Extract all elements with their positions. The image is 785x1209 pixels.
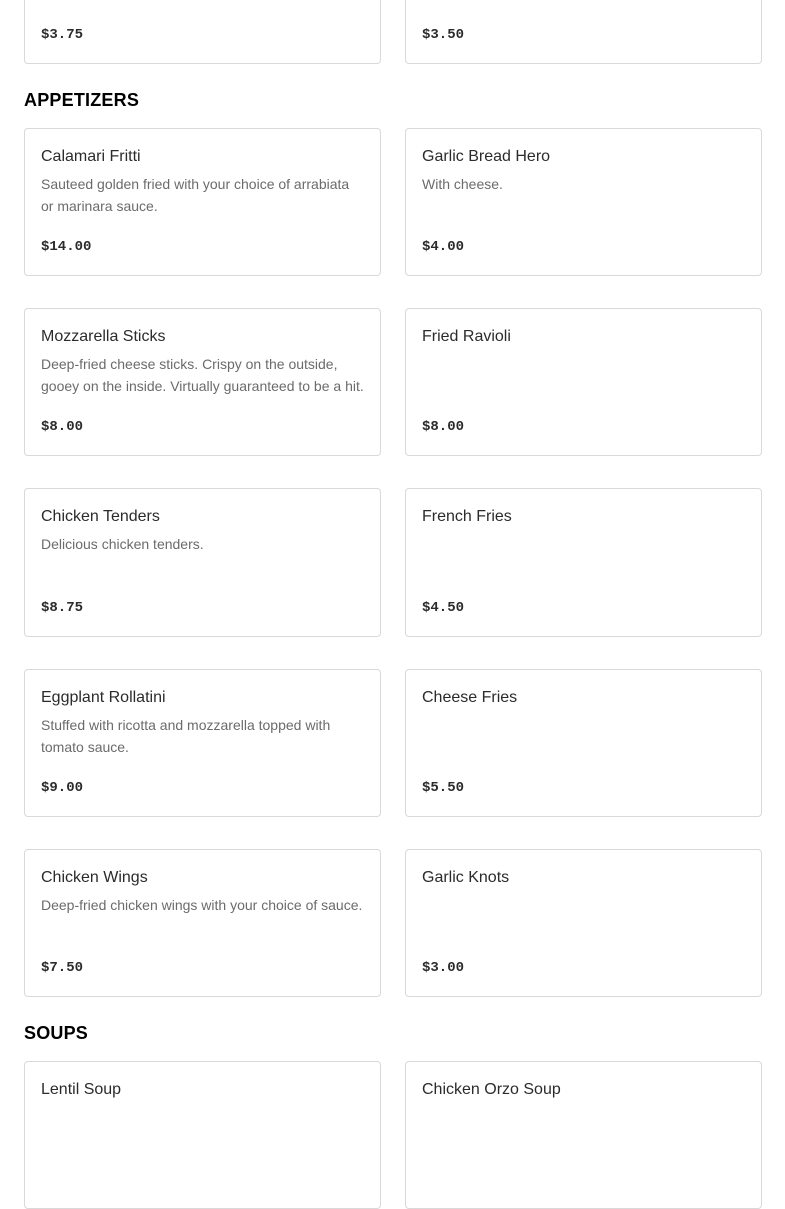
menu-item-card[interactable] — [24, 308, 381, 456]
item-price: $3.75 — [41, 27, 84, 43]
item-description: Stuffed with ricotta and mozzarella topped with tomato sauce. — [41, 717, 331, 755]
item-name: Eggplant Rollatini — [41, 689, 166, 706]
item-name: Garlic Knots — [422, 869, 510, 886]
item-name: Chicken Tenders — [41, 508, 160, 525]
item-name: Cheese Fries — [422, 689, 518, 706]
menu-item-card[interactable] — [405, 488, 762, 637]
item-price: $8.00 — [41, 419, 84, 435]
menu-item-card[interactable] — [24, 669, 381, 817]
menu-item-card[interactable] — [405, 669, 762, 817]
item-price: $3.50 — [422, 27, 465, 43]
item-description: Deep-fried chicken wings with your choice of sauce. — [41, 897, 363, 913]
menu-item-card[interactable] — [405, 849, 762, 997]
item-price: $4.50 — [422, 600, 465, 616]
item-description: With cheese. — [422, 176, 503, 192]
item-price: $8.75 — [41, 600, 84, 616]
menu-item-card[interactable] — [24, 1061, 381, 1209]
item-price: $9.00 — [41, 780, 84, 796]
menu-item-card[interactable] — [405, 308, 762, 456]
item-name: Chicken Orzo Soup — [422, 1081, 561, 1098]
item-description: Sauteed golden fried with your choice of arrabiata or marinara sauce. — [41, 176, 350, 214]
item-name: Fried Ravioli — [422, 328, 511, 345]
menu-item-card[interactable] — [24, 0, 381, 64]
menu-item-card[interactable] — [24, 128, 381, 276]
menu-item-card[interactable] — [24, 488, 381, 637]
section-title-soups: SOUPS — [24, 1023, 89, 1043]
menu-item-card[interactable] — [24, 849, 381, 997]
item-price: $7.50 — [41, 960, 84, 976]
item-name: Chicken Wings — [41, 869, 148, 886]
item-price: $8.00 — [422, 419, 465, 435]
item-price: $5.50 — [422, 780, 465, 796]
item-name: Garlic Bread Hero — [422, 148, 551, 165]
menu-item-card[interactable] — [405, 1061, 762, 1209]
item-price: $14.00 — [41, 239, 92, 255]
item-name: French Fries — [422, 508, 512, 525]
item-description: Deep-fried cheese sticks. Crispy on the outside, gooey on the inside. Virtually guaranteed to be a hit. — [41, 356, 364, 394]
item-name: Lentil Soup — [41, 1081, 122, 1098]
menu-item-card[interactable] — [405, 0, 762, 64]
item-name: Mozzarella Sticks — [41, 328, 166, 345]
item-price: $3.00 — [422, 960, 465, 976]
item-name: Calamari Fritti — [41, 148, 141, 165]
menu-item-card[interactable] — [405, 128, 762, 276]
item-description: Delicious chicken tenders. — [41, 536, 204, 552]
section-title-appetizers: APPETIZERS — [24, 90, 140, 110]
item-price: $4.00 — [422, 239, 465, 255]
